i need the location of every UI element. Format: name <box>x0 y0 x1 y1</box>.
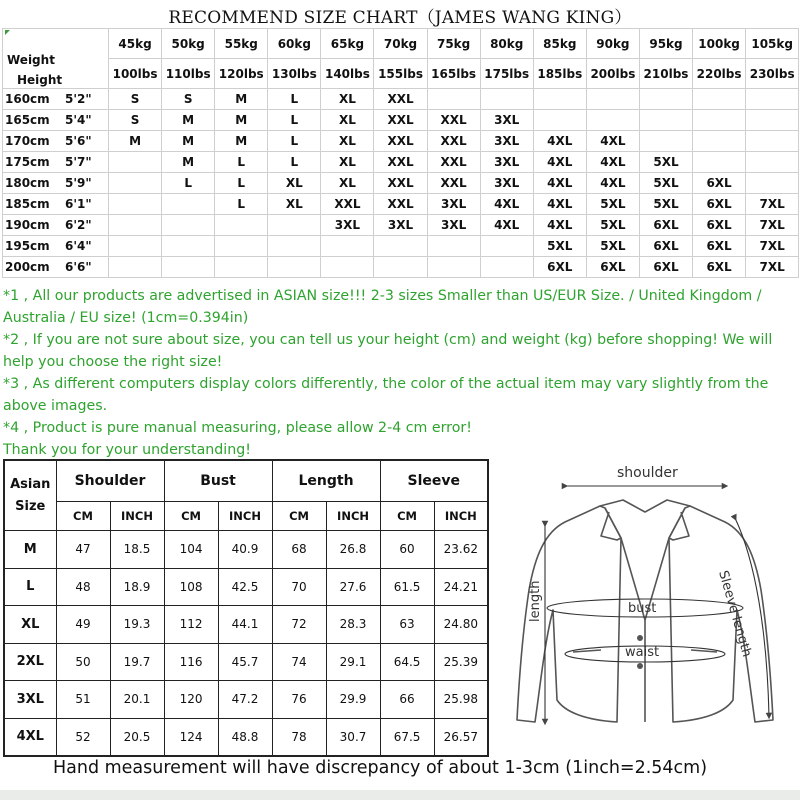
size-cell <box>693 89 746 110</box>
size-cell: 3XL <box>427 215 480 236</box>
measurement-cell: 76 <box>272 681 326 719</box>
measurement-cell: 50 <box>56 643 110 681</box>
height-ft: 6'6" <box>65 260 92 274</box>
measurement-cell: 25.98 <box>434 681 488 719</box>
size-cell <box>480 236 533 257</box>
size-cell: 3XL <box>321 215 374 236</box>
jacket-diagram <box>505 460 795 760</box>
height-ft: 6'4" <box>65 239 92 253</box>
weight-lbs-header: 220lbs <box>693 59 746 89</box>
size-cell <box>480 257 533 278</box>
note-thanks: Thank you for your understanding! <box>3 442 251 458</box>
size-cell: 7XL <box>746 236 799 257</box>
size-cell <box>268 215 321 236</box>
size-cell: 4XL <box>586 173 639 194</box>
size-cell: 4XL <box>533 194 586 215</box>
size-cell <box>162 215 215 236</box>
size-cell: XXL <box>374 152 427 173</box>
size-cell: XXL <box>374 194 427 215</box>
corner-marker <box>5 30 10 35</box>
bottom-bar <box>0 790 800 800</box>
size-cell: 4XL <box>533 215 586 236</box>
height-cm: 170cm <box>5 134 50 148</box>
size-cell <box>693 152 746 173</box>
size-cell <box>586 110 639 131</box>
height-ft: 5'7" <box>65 155 92 169</box>
weight-kg-header: 90kg <box>586 29 639 59</box>
size-cell: 4XL <box>480 215 533 236</box>
size-cell: XL <box>268 194 321 215</box>
size-cell: 3XL <box>480 173 533 194</box>
measurement-cell: 112 <box>164 606 218 644</box>
size-cell: L <box>215 152 268 173</box>
weight-label: Weight <box>7 52 55 67</box>
size-cell: XXL <box>374 131 427 152</box>
size-cell: M <box>162 131 215 152</box>
page-title: RECOMMEND SIZE CHART（JAMES WANG KING） <box>168 8 632 28</box>
size-cell: XXL <box>427 110 480 131</box>
measurement-row <box>4 606 488 644</box>
size-cell: S <box>109 110 162 131</box>
height-cell <box>3 194 109 215</box>
size-cell: 4XL <box>586 131 639 152</box>
measurement-cell: 47 <box>56 531 110 569</box>
measurement-cell: 19.3 <box>110 606 164 644</box>
size-label-cell: 4XL <box>4 718 56 756</box>
size-cell <box>109 215 162 236</box>
size-cell <box>215 215 268 236</box>
measurement-cell: 25.39 <box>434 643 488 681</box>
size-cell: 3XL <box>480 152 533 173</box>
length-header: Length <box>272 460 380 502</box>
height-label: Height <box>17 72 63 87</box>
size-cell <box>321 257 374 278</box>
size-cell: M <box>162 152 215 173</box>
size-cell: L <box>268 89 321 110</box>
size-cell <box>746 110 799 131</box>
weight-kg-header: 60kg <box>268 29 321 59</box>
weight-lbs-header: 175lbs <box>480 59 533 89</box>
measurement-cell: 67.5 <box>380 718 434 756</box>
size-cell: L <box>215 173 268 194</box>
size-cell <box>162 236 215 257</box>
size-cell: XXL <box>374 89 427 110</box>
notes-section <box>3 285 798 461</box>
height-ft: 5'6" <box>65 134 92 148</box>
weight-lbs-header: 210lbs <box>639 59 692 89</box>
size-cell: M <box>215 131 268 152</box>
size-cell <box>109 257 162 278</box>
size-cell: 4XL <box>586 152 639 173</box>
note-1: *1 , All our products are advertised in ASIAN size!!! 2-3 sizes Smaller than US/EUR Size. / United Kingdom / Australia / EU size! (1cm=0.394in) <box>3 288 762 326</box>
height-cm: 190cm <box>5 218 50 232</box>
unit-inch: INCH <box>110 502 164 531</box>
note-2: *2 , If you are not sure about size, you can tell us your height (cm) and weight (kg) before shopping! We will help you choose the right size! <box>3 332 773 370</box>
size-cell <box>639 131 692 152</box>
size-cell <box>215 257 268 278</box>
size-cell <box>586 89 639 110</box>
size-label-cell: M <box>4 531 56 569</box>
size-row <box>3 236 799 257</box>
measurement-cell: 45.7 <box>218 643 272 681</box>
measurement-cell: 116 <box>164 643 218 681</box>
size-cell: L <box>215 194 268 215</box>
measurement-cell: 72 <box>272 606 326 644</box>
height-ft: 5'9" <box>65 176 92 190</box>
measurement-cell: 66 <box>380 681 434 719</box>
size-cell: M <box>215 110 268 131</box>
measurement-cell: 52 <box>56 718 110 756</box>
size-cell: 6XL <box>639 215 692 236</box>
measurement-cell: 61.5 <box>380 568 434 606</box>
size-cell: XXL <box>374 173 427 194</box>
size-row <box>3 89 799 110</box>
height-cm: 185cm <box>5 197 50 211</box>
height-cm: 165cm <box>5 113 50 127</box>
recommended-size-table <box>2 28 799 278</box>
measurement-cell: 70 <box>272 568 326 606</box>
height-cm: 195cm <box>5 239 50 253</box>
unit-cm: CM <box>164 502 218 531</box>
size-cell <box>162 194 215 215</box>
size-cell: 6XL <box>639 257 692 278</box>
weight-lbs-row <box>3 59 799 89</box>
size-cell: XL <box>268 173 321 194</box>
size-cell: 6XL <box>693 236 746 257</box>
height-cell <box>3 131 109 152</box>
unit-inch: INCH <box>434 502 488 531</box>
height-ft: 5'4" <box>65 113 92 127</box>
size-cell: XXL <box>427 152 480 173</box>
measurement-cell: 20.1 <box>110 681 164 719</box>
size-cell: 6XL <box>639 236 692 257</box>
weight-lbs-header: 110lbs <box>162 59 215 89</box>
size-cell: 4XL <box>533 152 586 173</box>
unit-cm: CM <box>272 502 326 531</box>
size-cell <box>427 236 480 257</box>
measurement-cell: 124 <box>164 718 218 756</box>
weight-lbs-header: 155lbs <box>374 59 427 89</box>
height-cell <box>3 110 109 131</box>
height-ft: 5'2" <box>65 92 92 106</box>
size-label-cell: 2XL <box>4 643 56 681</box>
weight-kg-header: 80kg <box>480 29 533 59</box>
weight-lbs-header: 230lbs <box>746 59 799 89</box>
size-cell <box>746 89 799 110</box>
measurement-cell: 74 <box>272 643 326 681</box>
asian-label: Asian <box>10 476 51 492</box>
measurement-cell: 68 <box>272 531 326 569</box>
note-3: *3 , As different computers display colors differently, the color of the actual item may vary slightly from the above images. <box>3 376 769 414</box>
asian-size-header <box>4 460 56 531</box>
footer-note: Hand measurement will have discrepancy of about 1-3cm (1inch=2.54cm) <box>52 758 708 778</box>
measurement-cell: 20.5 <box>110 718 164 756</box>
bust-header: Bust <box>164 460 272 502</box>
weight-lbs-header: 130lbs <box>268 59 321 89</box>
size-cell: S <box>162 89 215 110</box>
measurement-table <box>3 459 489 757</box>
measurement-cell: 40.9 <box>218 531 272 569</box>
measurement-cell: 44.1 <box>218 606 272 644</box>
size-cell: L <box>268 110 321 131</box>
size-cell <box>109 194 162 215</box>
size-cell <box>427 257 480 278</box>
measurement-cell: 27.6 <box>326 568 380 606</box>
height-cell <box>3 173 109 194</box>
measurement-cell: 120 <box>164 681 218 719</box>
size-cell: XL <box>321 89 374 110</box>
size-cell <box>427 89 480 110</box>
measurement-cell: 29.1 <box>326 643 380 681</box>
measurement-row <box>4 531 488 569</box>
measurement-row <box>4 718 488 756</box>
weight-lbs-header: 120lbs <box>215 59 268 89</box>
measurement-cell: 104 <box>164 531 218 569</box>
size-cell: 4XL <box>533 173 586 194</box>
size-cell <box>639 89 692 110</box>
measurement-cell: 28.3 <box>326 606 380 644</box>
size-cell <box>693 110 746 131</box>
size-cell: 6XL <box>693 215 746 236</box>
measurement-cell: 48.8 <box>218 718 272 756</box>
weight-kg-row <box>3 29 799 59</box>
size-cell <box>109 173 162 194</box>
unit-cm: CM <box>56 502 110 531</box>
size-label-cell: 3XL <box>4 681 56 719</box>
size-cell: 6XL <box>693 257 746 278</box>
measurement-row <box>4 681 488 719</box>
length-label: length <box>528 580 543 622</box>
weight-kg-header: 75kg <box>427 29 480 59</box>
weight-kg-header: 100kg <box>693 29 746 59</box>
size-cell <box>746 152 799 173</box>
size-cell <box>746 131 799 152</box>
height-cm: 160cm <box>5 92 50 106</box>
size-cell: 7XL <box>746 215 799 236</box>
size-cell: XL <box>321 131 374 152</box>
size-cell: XXL <box>321 194 374 215</box>
size-cell: 7XL <box>746 194 799 215</box>
size-cell: 5XL <box>586 236 639 257</box>
measurement-cell: 26.8 <box>326 531 380 569</box>
weight-kg-header: 50kg <box>162 29 215 59</box>
weight-lbs-header: 140lbs <box>321 59 374 89</box>
shoulder-label: shoulder <box>617 465 678 481</box>
size-cell: 5XL <box>586 215 639 236</box>
size-label-cell: XL <box>4 606 56 644</box>
size-cell: XL <box>321 152 374 173</box>
size-cell <box>374 236 427 257</box>
size-cell: XL <box>321 110 374 131</box>
size-cell: 3XL <box>427 194 480 215</box>
size-cell: 6XL <box>586 257 639 278</box>
measurement-cell: 19.7 <box>110 643 164 681</box>
unit-inch: INCH <box>218 502 272 531</box>
measurement-cell: 60 <box>380 531 434 569</box>
size-cell <box>693 131 746 152</box>
measurement-cell: 108 <box>164 568 218 606</box>
weight-kg-header: 65kg <box>321 29 374 59</box>
measurement-cell: 18.9 <box>110 568 164 606</box>
size-cell: L <box>268 131 321 152</box>
sleeve-header: Sleeve <box>380 460 488 502</box>
height-cell <box>3 236 109 257</box>
measurement-cell: 26.57 <box>434 718 488 756</box>
size-cell <box>268 236 321 257</box>
size-cell <box>746 173 799 194</box>
size-cell <box>162 257 215 278</box>
size-row <box>3 131 799 152</box>
size-cell: XXL <box>427 173 480 194</box>
weight-lbs-header: 165lbs <box>427 59 480 89</box>
weight-kg-header: 95kg <box>639 29 692 59</box>
size-cell <box>109 236 162 257</box>
unit-inch: INCH <box>326 502 380 531</box>
weight-height-corner <box>3 29 109 89</box>
size-cell: 5XL <box>586 194 639 215</box>
weight-kg-header: 45kg <box>109 29 162 59</box>
size-cell: XXL <box>374 110 427 131</box>
size-cell <box>215 236 268 257</box>
bust-label: bust <box>628 601 657 616</box>
size-label: Size <box>15 498 46 514</box>
sleeve-length-label: Sleeve length <box>715 568 755 659</box>
size-row <box>3 152 799 173</box>
measurement-cell: 64.5 <box>380 643 434 681</box>
note-4: *4 , Product is pure manual measuring, please allow 2-4 cm error! <box>3 420 472 436</box>
weight-lbs-header: 200lbs <box>586 59 639 89</box>
size-cell <box>639 110 692 131</box>
measurement-cell: 24.21 <box>434 568 488 606</box>
size-cell: 5XL <box>639 152 692 173</box>
size-cell: 3XL <box>480 110 533 131</box>
measurement-cell: 78 <box>272 718 326 756</box>
waist-label: waist <box>625 645 660 660</box>
height-cell <box>3 89 109 110</box>
size-cell: 4XL <box>533 131 586 152</box>
size-cell: L <box>268 152 321 173</box>
measurement-cell: 49 <box>56 606 110 644</box>
size-cell <box>480 89 533 110</box>
measurement-cell: 42.5 <box>218 568 272 606</box>
measurement-cell: 30.7 <box>326 718 380 756</box>
size-cell: M <box>109 131 162 152</box>
size-cell: L <box>162 173 215 194</box>
height-cell <box>3 152 109 173</box>
weight-lbs-header: 100lbs <box>109 59 162 89</box>
height-ft: 6'2" <box>65 218 92 232</box>
size-row <box>3 173 799 194</box>
measurement-row <box>4 643 488 681</box>
size-cell: M <box>162 110 215 131</box>
height-cm: 180cm <box>5 176 50 190</box>
size-cell <box>109 152 162 173</box>
size-cell: XL <box>321 173 374 194</box>
weight-kg-header: 70kg <box>374 29 427 59</box>
height-cell <box>3 215 109 236</box>
height-ft: 6'1" <box>65 197 92 211</box>
measurement-cell: 18.5 <box>110 531 164 569</box>
size-cell <box>374 257 427 278</box>
size-cell <box>533 89 586 110</box>
size-cell: M <box>215 89 268 110</box>
size-cell: 6XL <box>693 173 746 194</box>
measurement-row <box>4 568 488 606</box>
measurement-cell: 24.80 <box>434 606 488 644</box>
size-cell <box>321 236 374 257</box>
size-cell: 3XL <box>374 215 427 236</box>
unit-cm: CM <box>380 502 434 531</box>
size-cell: 6XL <box>693 194 746 215</box>
weight-kg-header: 85kg <box>533 29 586 59</box>
size-label-cell: L <box>4 568 56 606</box>
size-row <box>3 215 799 236</box>
size-row <box>3 257 799 278</box>
size-cell: 5XL <box>533 236 586 257</box>
weight-kg-header: 105kg <box>746 29 799 59</box>
size-row <box>3 194 799 215</box>
size-cell <box>533 110 586 131</box>
weight-lbs-header: 185lbs <box>533 59 586 89</box>
height-cm: 200cm <box>5 260 50 274</box>
size-cell: 6XL <box>533 257 586 278</box>
height-cm: 175cm <box>5 155 50 169</box>
size-cell: XXL <box>427 131 480 152</box>
measurement-cell: 23.62 <box>434 531 488 569</box>
size-cell: S <box>109 89 162 110</box>
size-cell: 5XL <box>639 173 692 194</box>
measurement-cell: 48 <box>56 568 110 606</box>
measurement-cell: 63 <box>380 606 434 644</box>
size-cell: 3XL <box>480 131 533 152</box>
height-cell <box>3 257 109 278</box>
size-cell: 4XL <box>480 194 533 215</box>
measurement-cell: 47.2 <box>218 681 272 719</box>
measurement-cell: 29.9 <box>326 681 380 719</box>
size-row <box>3 110 799 131</box>
size-cell: 7XL <box>746 257 799 278</box>
shoulder-header: Shoulder <box>56 460 164 502</box>
weight-kg-header: 55kg <box>215 29 268 59</box>
size-cell: 5XL <box>639 194 692 215</box>
measurement-cell: 51 <box>56 681 110 719</box>
size-cell <box>268 257 321 278</box>
